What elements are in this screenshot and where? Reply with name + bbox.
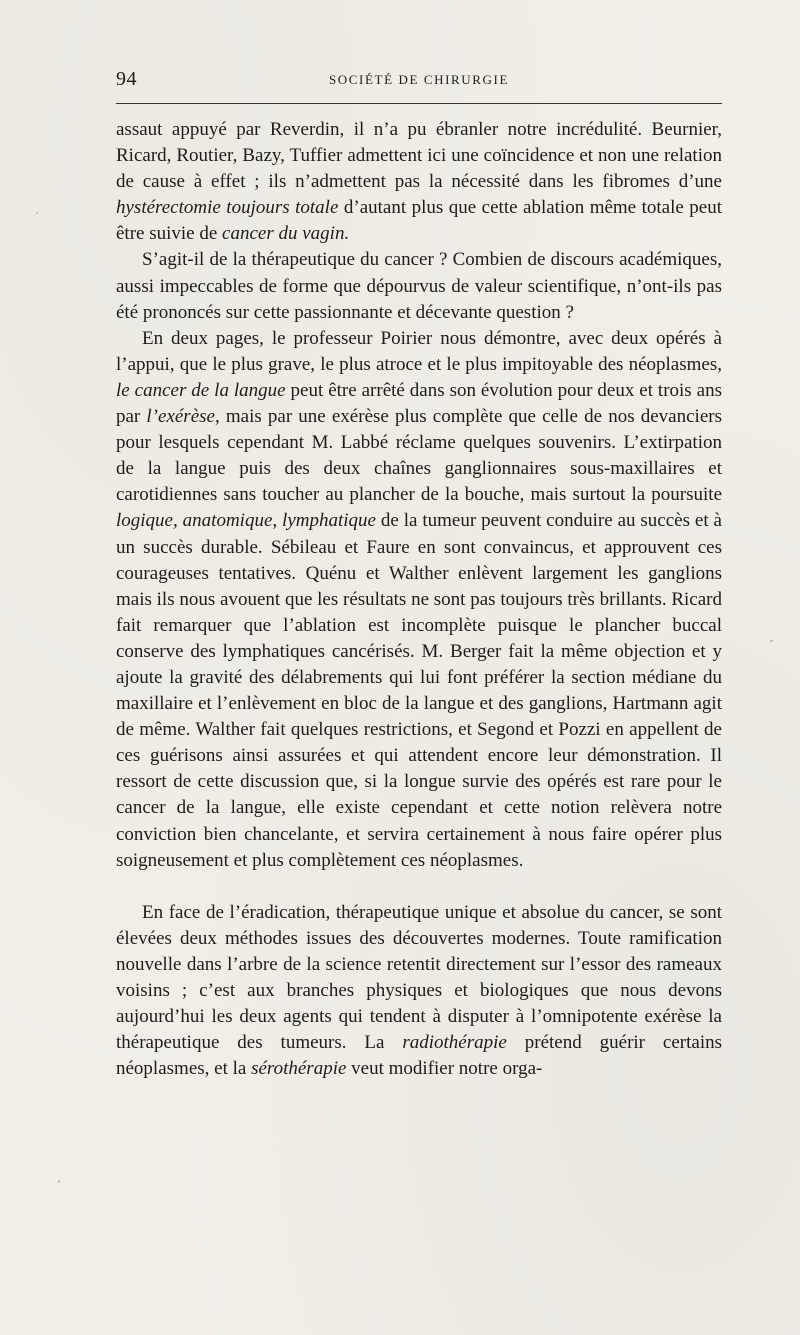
text-run: S’agit-il de la thérapeutique du cancer ? Combien de discours académiques, aussi impeccables de forme que dépourvus de valeur scientifique, n’ont-ils pas été prononcés sur cette passionnante et décevante question ? — [116, 249, 722, 323]
text-run: d’autant plus que cette ablation même totale peut être suivie de — [116, 197, 722, 245]
body-text — [116, 117, 722, 1082]
text-run: En face de l’éradication, thérapeutique unique et absolue du cancer, se sont élevées deux méthodes issues des découvertes modernes. Toute ramification nouvelle dans l’arbre de la science retentit directement sur l’essor des rameaux voisins ; c’est aux branches physiques et biologiques que nous devons aujourd’hui les deux agents qui tendent à disputer à l’omnipotente exérèse la thérapeutique des tumeurs. La — [116, 901, 722, 1054]
header-rule — [116, 103, 722, 104]
text-run: veut modifier notre orga- — [346, 1058, 543, 1080]
italic-phrase: l’exérèse — [146, 406, 215, 428]
paragraph — [116, 117, 722, 247]
paper-speck — [770, 640, 773, 642]
italic-phrase: radiothérapie — [402, 1032, 507, 1054]
page-number: 94 — [116, 68, 137, 90]
paper-speck — [36, 212, 38, 214]
italic-phrase: sérothérapie — [251, 1058, 347, 1080]
text-run: assaut appuyé par Reverdin, il n’a pu ébranler notre incrédulité. Beurnier, Ricard, Routier, Bazy, Tuffier admettent ici une coïncidence et non une relation de cause à effet ; ils n’admettent pas la nécessité dans les fibromes d’une — [116, 119, 722, 193]
text-run: , mais par une exérèse plus complète que celle de nos devanciers pour lesquels cependant M. Labbé réclame quelques souvenirs. L’extirpation de la langue puis des deux chaînes ganglionnaires sous-maxillaires et carotidiennes sans toucher au plancher de la bouche, mais surtout la poursuite — [116, 406, 722, 506]
text-run: En deux pages, le professeur Poirier nous démontre, avec deux opérés à l’appui, que le plus grave, le plus atroce et le plus impitoyable des néoplasmes, — [116, 327, 722, 375]
running-head: SOCIÉTÉ DE CHIRURGIE — [328, 72, 510, 87]
paragraph — [116, 247, 722, 325]
paper-speck — [58, 1180, 60, 1183]
text-run: de la tumeur peuvent conduire au succès et à un succès durable. Sébileau et Faure en sont convaincus, et approuvent ces courageuses tentatives. Quénu et Walther enlèvent largement les ganglions mais ils nous avouent que les résultats ne sont pas toujours très brillants. Ricard fait remarquer que l’ablation est incomplète puisque le plancher buccal conserve des lymphatiques cancérisés. M. Berger fait la même objection et y ajoute la gravité des délabrements qui lui font préférer la section médiane du maxillaire et l’enlèvement en bloc de la langue et des ganglions, Hartmann agit de même. Walther fait quelques restrictions, et Segond et Pozzi en appellent de ces guérisons ainsi assurées et qui attendent encore leur démonstration. Il ressort de cette discussion que, si la longue survie des opérés est rare pour le cancer de la langue, elle existe cependant et cette notion relèvera notre conviction bien chancelante, et servira certainement à nous faire opérer plus soigneusement et plus complètement ces néoplasmes. — [116, 510, 722, 871]
italic-phrase: le cancer de la langue — [116, 379, 286, 401]
italic-phrase: cancer du vagin. — [222, 223, 350, 245]
italic-phrase: logique, anatomique, lymphatique — [116, 510, 376, 532]
paragraph — [116, 326, 722, 874]
page-header — [116, 66, 722, 94]
text-run: peut être arrêté dans son évolution pour deux et trois ans par — [116, 379, 722, 428]
paragraph — [116, 900, 722, 1083]
italic-phrase: hystérectomie toujours totale — [116, 197, 339, 219]
text-run: prétend guérir certains néoplasmes, et la — [116, 1032, 722, 1080]
